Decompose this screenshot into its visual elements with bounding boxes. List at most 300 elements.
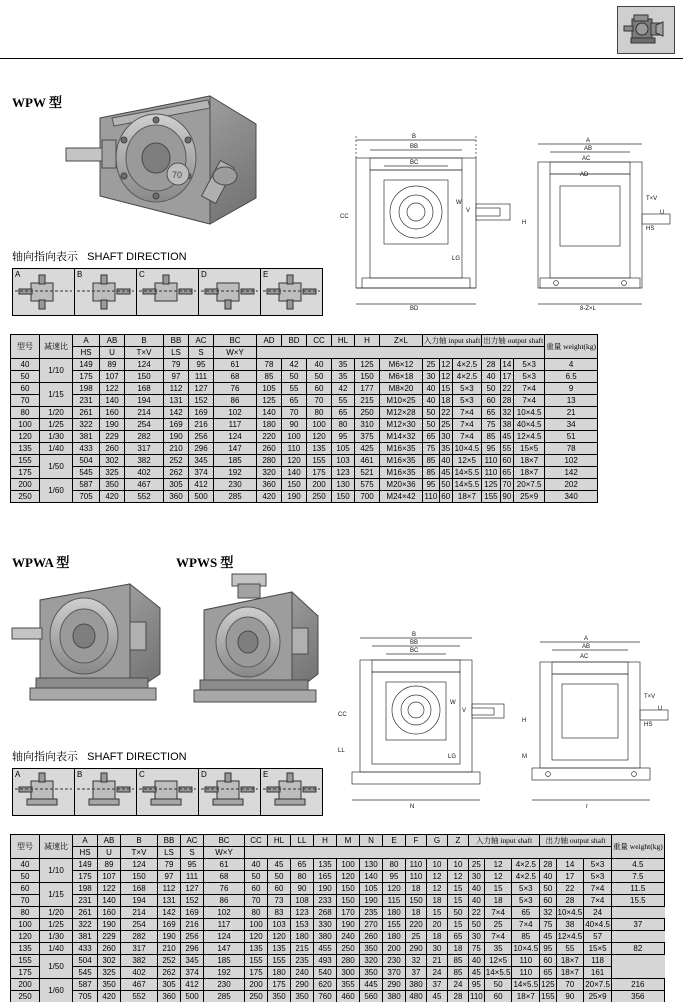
cell-value: 32: [406, 955, 427, 967]
cell-value: 70: [556, 979, 584, 991]
col-BD: BD: [282, 335, 307, 347]
cell-value: 155: [482, 491, 500, 503]
cell-value: 65: [512, 907, 540, 919]
table-row: [11, 491, 598, 503]
cell-value: 155: [268, 955, 291, 967]
cell-value: 50: [484, 979, 512, 991]
svg-text:AB: AB: [584, 146, 593, 152]
wpw-spec-table: [10, 334, 598, 503]
cell-ratio: 1/40: [40, 443, 73, 455]
cell-value: 260: [98, 943, 121, 955]
wpw-dimension-drawing-front: [336, 118, 526, 318]
svg-text:BC: BC: [410, 648, 419, 654]
cell-size: 200: [11, 479, 40, 491]
shaft-dir-letter: E: [263, 770, 269, 779]
table-row: [11, 431, 598, 443]
cell-value: 17: [556, 871, 584, 883]
cell-value: 15.5: [611, 895, 664, 907]
cell-ratio: 1/30: [40, 431, 73, 443]
table-row: [11, 919, 665, 931]
svg-text:B: B: [412, 134, 417, 140]
cell-value: 21: [427, 955, 448, 967]
cell-value: 760: [314, 991, 337, 1002]
cell-value: 340: [545, 491, 598, 503]
cell-value: 12: [484, 859, 512, 871]
cell-value: 190: [282, 491, 307, 503]
cell-value: 100: [282, 431, 307, 443]
cell-value: 124: [125, 359, 164, 371]
cell-value: 127: [181, 883, 204, 895]
cell-value: 230: [214, 479, 257, 491]
shaft-dir-letter: C: [139, 270, 145, 279]
cell-value: 180: [268, 967, 291, 979]
cell-value: 345: [189, 455, 214, 467]
model-title-wpws: WPWS 型: [176, 555, 234, 570]
cell-value: 260: [100, 443, 125, 455]
wpws-gearbox-illustration: [176, 570, 326, 720]
cell-value: 40×4.5: [585, 920, 610, 929]
cell-value: 60: [540, 895, 556, 907]
shaft-direction-label-wpw: [12, 248, 187, 264]
cell-value: 60: [307, 383, 332, 395]
cell-value: 202: [545, 479, 598, 491]
cell-value: 22: [500, 383, 513, 395]
cell-value: 110: [482, 467, 500, 479]
sub-WxY: W×Y: [204, 847, 245, 859]
cell-value: 124: [214, 431, 257, 443]
col-Z: Z: [448, 835, 469, 847]
wpw-gearbox-illustration: [60, 78, 270, 238]
cell-value: 4.5: [611, 859, 664, 871]
cell-value: 60: [441, 492, 451, 501]
cell-value: 261: [73, 407, 100, 419]
cell-value: 5×3: [512, 895, 540, 907]
cell-value: 190: [158, 931, 181, 943]
sub-S: S: [189, 347, 214, 359]
shaft-dir-letter: A: [15, 270, 21, 279]
cell-value: 5×3: [584, 871, 612, 883]
cell-value: 35: [332, 371, 355, 383]
cell-value: 200: [383, 943, 406, 955]
cell-value: 420: [98, 991, 121, 1002]
col-M: M: [337, 835, 360, 847]
cell-value: 7×4: [452, 419, 482, 431]
cell-value: 460: [337, 991, 360, 1002]
shaft-dir-letter: C: [139, 770, 145, 779]
cell-value: 40: [441, 456, 451, 465]
cell-value: 12×5: [484, 955, 512, 967]
cell-value: 95: [332, 431, 355, 443]
cell-value: 7×4: [584, 883, 612, 895]
cell-value: 700: [355, 491, 380, 503]
cell-value: 15: [441, 384, 451, 393]
cell-value: 50: [307, 371, 332, 383]
cell-value: 15: [448, 883, 469, 895]
cell-value: 60: [245, 883, 268, 895]
col-G: G: [427, 835, 448, 847]
cell-value: 149: [73, 859, 98, 871]
shaft-dir-cell-b: [75, 269, 136, 315]
cell-value: 402: [121, 967, 158, 979]
cell-ratio: 1/20: [40, 907, 73, 919]
cell-value: 68: [204, 871, 245, 883]
cell-value: M16×35: [380, 455, 423, 467]
cell-value: 210: [164, 443, 189, 455]
cell-value: 45: [441, 468, 451, 477]
cell-value: 123: [332, 467, 355, 479]
cell-value: 445: [360, 979, 383, 991]
cell-value: 254: [125, 419, 164, 431]
svg-text:HS: HS: [646, 226, 655, 232]
cell-value: 433: [73, 943, 98, 955]
col-AD: AD: [257, 335, 282, 347]
cell-value: 124: [204, 931, 245, 943]
cell-value: 214: [125, 407, 164, 419]
cell-value: 45: [268, 859, 291, 871]
cell-value: 123: [291, 907, 314, 919]
cell-value: 168: [125, 383, 164, 395]
shaft-dir-cell-d: [199, 269, 260, 315]
cell-value: 194: [125, 395, 164, 407]
cell-value: 80: [332, 419, 355, 431]
cell-value: 120: [282, 455, 307, 467]
cell-value: 14×5.5: [485, 968, 511, 977]
cell-value: 18×7: [556, 955, 584, 967]
shaft-dir-letter: A: [15, 770, 21, 779]
cell-value: 89: [98, 859, 121, 871]
col-AC: AC: [181, 835, 204, 847]
cell-value: 40: [540, 871, 556, 883]
table-row: [11, 943, 665, 955]
cell-value: 587: [73, 979, 98, 991]
cell-value: 12×5: [452, 455, 482, 467]
cell-value: 310: [355, 419, 380, 431]
cell-value: 504: [73, 455, 100, 467]
shaft-direction-en: SHAFT DIRECTION: [87, 251, 187, 263]
cell-value: 467: [125, 479, 164, 491]
cell-value: 100: [337, 859, 360, 871]
brand-logo: [617, 6, 675, 54]
svg-text:AD: AD: [580, 172, 589, 178]
cell-value: 102: [214, 407, 257, 419]
cell-value: 32: [500, 407, 513, 419]
cell-value: M16×35: [380, 467, 423, 479]
cell-value: 102: [545, 455, 598, 467]
cell-value: 380: [383, 991, 406, 1002]
cell-value: 55: [332, 395, 355, 407]
cell-value: 24: [448, 979, 469, 991]
cell-value: 320: [360, 955, 383, 967]
cell-value: 216: [189, 419, 214, 431]
cell-value: 14: [500, 359, 513, 371]
table-row: [11, 467, 598, 479]
cell-size: 135: [11, 943, 40, 955]
cell-value: 7.5: [611, 871, 664, 883]
cell-value: 330: [314, 919, 337, 931]
cell-value: 10×4.5: [557, 908, 583, 917]
cell-size: 80: [11, 407, 40, 419]
cell-value: 256: [181, 931, 204, 943]
cell-value: 192: [214, 467, 257, 479]
cell-value: 70: [500, 479, 513, 491]
cell-value: 45: [540, 931, 556, 943]
cell-value: 320: [257, 467, 282, 479]
cell-value: 95: [189, 359, 214, 371]
cell-value: 18: [406, 907, 427, 919]
cell-value: 28: [448, 991, 469, 1002]
cell-value: 68: [214, 371, 257, 383]
cell-value: 4×2.5: [452, 371, 482, 383]
cell-value: 142: [545, 467, 598, 479]
svg-text:r: r: [586, 804, 588, 810]
col-LL: LL: [291, 835, 314, 847]
cell-value: 80: [383, 859, 406, 871]
cell-value: 65: [482, 407, 500, 419]
cell-value: 89: [100, 359, 125, 371]
cell-value: 575: [355, 479, 380, 491]
cell-value: 37: [406, 967, 427, 979]
cell-value: 15: [448, 919, 469, 931]
cell-value: 25×9: [514, 491, 545, 503]
cell-value: 117: [214, 419, 257, 431]
cell-value: 175: [73, 871, 98, 883]
cell-value: 100: [307, 419, 332, 431]
cell-value: 322: [73, 919, 98, 931]
cell-value: 350: [100, 479, 125, 491]
cell-value: 60: [268, 883, 291, 895]
svg-text:U: U: [658, 706, 663, 712]
cell-value: 112: [164, 383, 189, 395]
cell-value: 30: [469, 931, 485, 943]
wpwa-spec-table: [10, 834, 665, 1002]
cell-value: 15×5: [584, 943, 612, 955]
cell-value: 50: [282, 371, 307, 383]
cell-value: 90: [556, 991, 584, 1002]
shaft-dir-cell-a: [13, 269, 74, 315]
cell-value: 120: [307, 431, 332, 443]
cell-value: 65: [540, 967, 556, 979]
cell-value: 402: [125, 467, 164, 479]
cell-value: 620: [314, 979, 337, 991]
col-ratio: 减速比: [40, 835, 73, 859]
shaft-direction-table-wpwa: [12, 768, 323, 816]
sub-LS: LS: [158, 847, 181, 859]
table-row: [11, 395, 598, 407]
table-row: [11, 931, 665, 943]
cell-value: 40: [469, 955, 485, 967]
cell-value: 65: [423, 431, 440, 443]
cell-value: 180: [257, 419, 282, 431]
cell-value: 18: [427, 931, 448, 943]
svg-text:HS: HS: [644, 722, 653, 728]
cell-value: 75: [469, 943, 485, 955]
cell-value: 540: [314, 967, 337, 979]
cell-value: 18×7: [452, 491, 482, 503]
cell-value: 250: [307, 491, 332, 503]
cell-value: 110: [512, 955, 540, 967]
cell-value: 252: [164, 455, 189, 467]
cell-value: 5×3: [452, 383, 482, 395]
cell-value: 50: [268, 871, 291, 883]
cell-value: 210: [158, 943, 181, 955]
cell-value: 355: [337, 979, 360, 991]
shaft-dir-cell-e: [261, 269, 322, 315]
cell-value: 153: [291, 919, 314, 931]
cell-value: 229: [98, 931, 121, 943]
cell-value: 40: [469, 895, 485, 907]
col-BC: BC: [214, 335, 257, 347]
cell-value: 140: [100, 395, 125, 407]
cell-value: 433: [73, 443, 100, 455]
cell-value: 130: [332, 479, 355, 491]
shaft-dir-cell-a: [13, 769, 74, 815]
cell-value: 268: [314, 907, 337, 919]
svg-text:BB: BB: [410, 640, 419, 646]
cell-value: 30: [469, 871, 485, 883]
cell-value: 360: [158, 991, 181, 1002]
cell-value: 317: [125, 443, 164, 455]
cell-value: 4×2.5: [512, 859, 540, 871]
svg-text:T×V: T×V: [646, 196, 658, 202]
cell-value: 587: [73, 479, 100, 491]
cell-value: 35: [484, 943, 512, 955]
svg-text:V: V: [462, 708, 467, 714]
cell-size: 50: [11, 871, 40, 883]
svg-text:8-Z×L: 8-Z×L: [580, 306, 596, 312]
cell-size: 250: [11, 491, 40, 503]
cell-value: 90: [282, 419, 307, 431]
cell-ratio: 1/10: [40, 859, 73, 883]
cell-value: 14: [556, 859, 584, 871]
cell-value: 45: [469, 967, 485, 979]
cell-value: 22: [469, 907, 485, 919]
sub-LS: LS: [164, 347, 189, 359]
cell-value: 117: [204, 919, 245, 931]
cell-value: 233: [314, 895, 337, 907]
cell-value: 50: [441, 480, 451, 489]
col-group-output-shaft: 出力轴 output shaft: [540, 835, 612, 847]
cell-value: 220: [257, 431, 282, 443]
cell-value: 51: [545, 431, 598, 443]
cell-value: 110: [406, 859, 427, 871]
cell-value: 80: [307, 407, 332, 419]
svg-text:H: H: [522, 718, 527, 724]
cell-value: 705: [73, 991, 98, 1002]
table-row: [11, 407, 598, 419]
col-size: 型号: [11, 835, 40, 859]
cell-ratio: 1/20: [40, 407, 73, 419]
cell-value: 25: [469, 859, 485, 871]
cell-value: 40: [482, 371, 500, 383]
cell-size: 50: [11, 371, 40, 383]
sub-U: U: [98, 847, 121, 859]
cell-value: 112: [158, 883, 181, 895]
cell-value: 10×4.5: [452, 443, 482, 455]
cell-value: 50: [540, 883, 556, 895]
cell-value: 24: [584, 907, 612, 919]
cell-value: 420: [257, 491, 282, 503]
cell-value: 65: [448, 931, 469, 943]
table-row: [11, 419, 598, 431]
svg-text:AC: AC: [580, 654, 589, 660]
cell-value: 214: [121, 907, 158, 919]
cell-value: 155: [307, 455, 332, 467]
cell-size: 155: [11, 455, 40, 467]
cell-value: 152: [189, 395, 214, 407]
cell-value: 155: [541, 992, 555, 1001]
cell-value: M16×35: [380, 443, 423, 455]
table-row: [11, 871, 665, 883]
cell-value: 192: [204, 967, 245, 979]
cell-value: 115: [383, 895, 406, 907]
cell-ratio: 1/60: [40, 479, 73, 503]
cell-value: 95: [482, 443, 500, 455]
cell-value: 290: [383, 979, 406, 991]
cell-value: 305: [158, 979, 181, 991]
cell-value: 24: [427, 967, 448, 979]
svg-text:H: H: [522, 220, 527, 226]
col-N: N: [360, 835, 383, 847]
cell-value: 260: [257, 443, 282, 455]
svg-text:LG: LG: [452, 256, 461, 262]
cell-value: 425: [355, 443, 380, 455]
cell-ratio: 1/10: [40, 359, 73, 383]
shaft-direction-table-wpw: [12, 268, 323, 316]
cell-value: 57: [584, 931, 612, 943]
cell-value: 10×4.5: [514, 407, 545, 419]
cell-value: M6×12: [380, 359, 423, 371]
cell-value: 76: [214, 383, 257, 395]
cell-value: 467: [121, 979, 158, 991]
cell-value: 6.5: [545, 371, 598, 383]
cell-value: 215: [355, 395, 380, 407]
cell-value: 5×3: [514, 371, 545, 383]
table-row: [11, 967, 665, 979]
cell-value: 175: [268, 979, 291, 991]
cell-value: 230: [204, 979, 245, 991]
table-row: [11, 979, 665, 991]
cell-value: 80: [291, 871, 314, 883]
cell-value: 270: [360, 919, 383, 931]
cell-ratio: 1/15: [40, 883, 73, 907]
cell-value: 78: [257, 359, 282, 371]
cell-size: 60: [11, 883, 40, 895]
cell-value: 169: [181, 907, 204, 919]
cell-value: 110: [423, 491, 440, 503]
cell-value: 83: [268, 907, 291, 919]
cell-value: 12×4.5: [514, 431, 545, 443]
cell-value: 285: [204, 991, 245, 1002]
cell-size: 120: [11, 931, 40, 943]
shaft-dir-letter: B: [77, 270, 83, 279]
cell-value: 125: [482, 479, 500, 491]
cell-value: 18: [441, 396, 451, 405]
svg-text:B: B: [412, 632, 417, 638]
cell-value: 296: [189, 443, 214, 455]
cell-value: 61: [204, 859, 245, 871]
cell-value: 95: [540, 943, 556, 955]
cell-size: 100: [11, 419, 40, 431]
cell-value: 105: [257, 383, 282, 395]
cell-value: 350: [98, 979, 121, 991]
cell-value: 21: [545, 407, 598, 419]
cell-value: 45: [427, 991, 448, 1002]
cell-value: 18: [406, 883, 427, 895]
cell-value: 231: [73, 895, 98, 907]
cell-value: 80: [245, 907, 268, 919]
cell-value: 175: [245, 967, 268, 979]
cell-value: 105: [332, 443, 355, 455]
